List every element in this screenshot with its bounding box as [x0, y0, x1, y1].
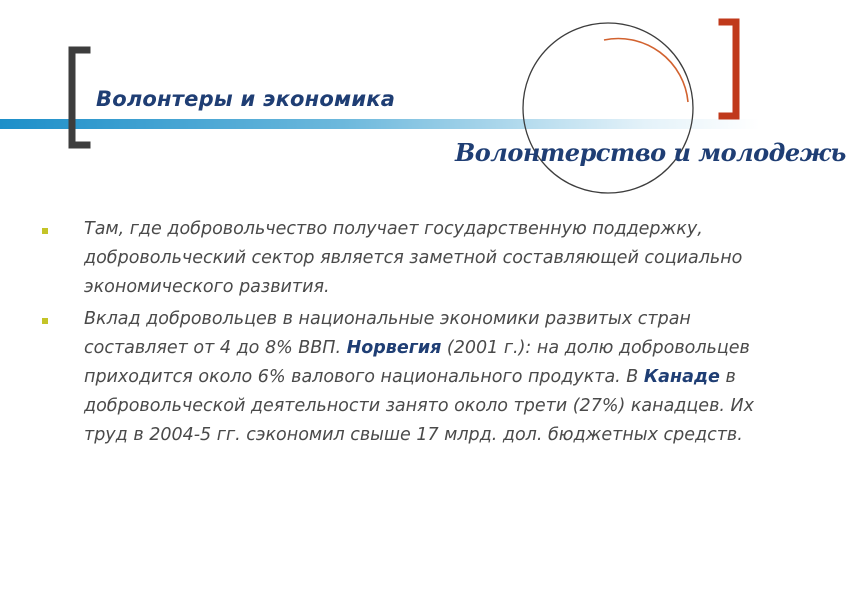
- bullet-text-part: в добровольческой деятельности занято около трети (27%) канадцев. Их труд в 2004-5 гг. сэкономил свыше 17 млрд. дол. бюджетных средств.: [84, 367, 754, 445]
- country-norway: Норвегия: [346, 338, 442, 358]
- page-subtitle: Волонтерство и молодежь: [455, 138, 846, 167]
- bullet-marker-icon: [42, 228, 48, 234]
- country-canada: Канаде: [643, 367, 720, 387]
- bullet-item: [40, 215, 792, 302]
- header-gradient-bar: [0, 119, 760, 129]
- bullet-item: [40, 305, 792, 450]
- bullet-list: [40, 215, 792, 453]
- bullet-text: Там, где добровольчество получает государственную поддержку, добровольческий сектор является заметной составляющей социально экономического развития.: [84, 219, 743, 297]
- right-bracket: [722, 22, 736, 116]
- bullet-text-part: Вклад добровольцев в национальные экономики развитых стран составляет от 4 до 8% ВВП.: [84, 309, 691, 358]
- left-bracket: [72, 50, 87, 145]
- bullet-marker-icon: [42, 318, 48, 324]
- red-arc: [604, 39, 688, 102]
- page-title: Волонтеры и экономика: [96, 87, 396, 111]
- circle-outline: [523, 23, 693, 193]
- bullet-text-part: (2001 г.): на долю добровольцев приходится около 6% валового национального продукта. В: [84, 338, 750, 387]
